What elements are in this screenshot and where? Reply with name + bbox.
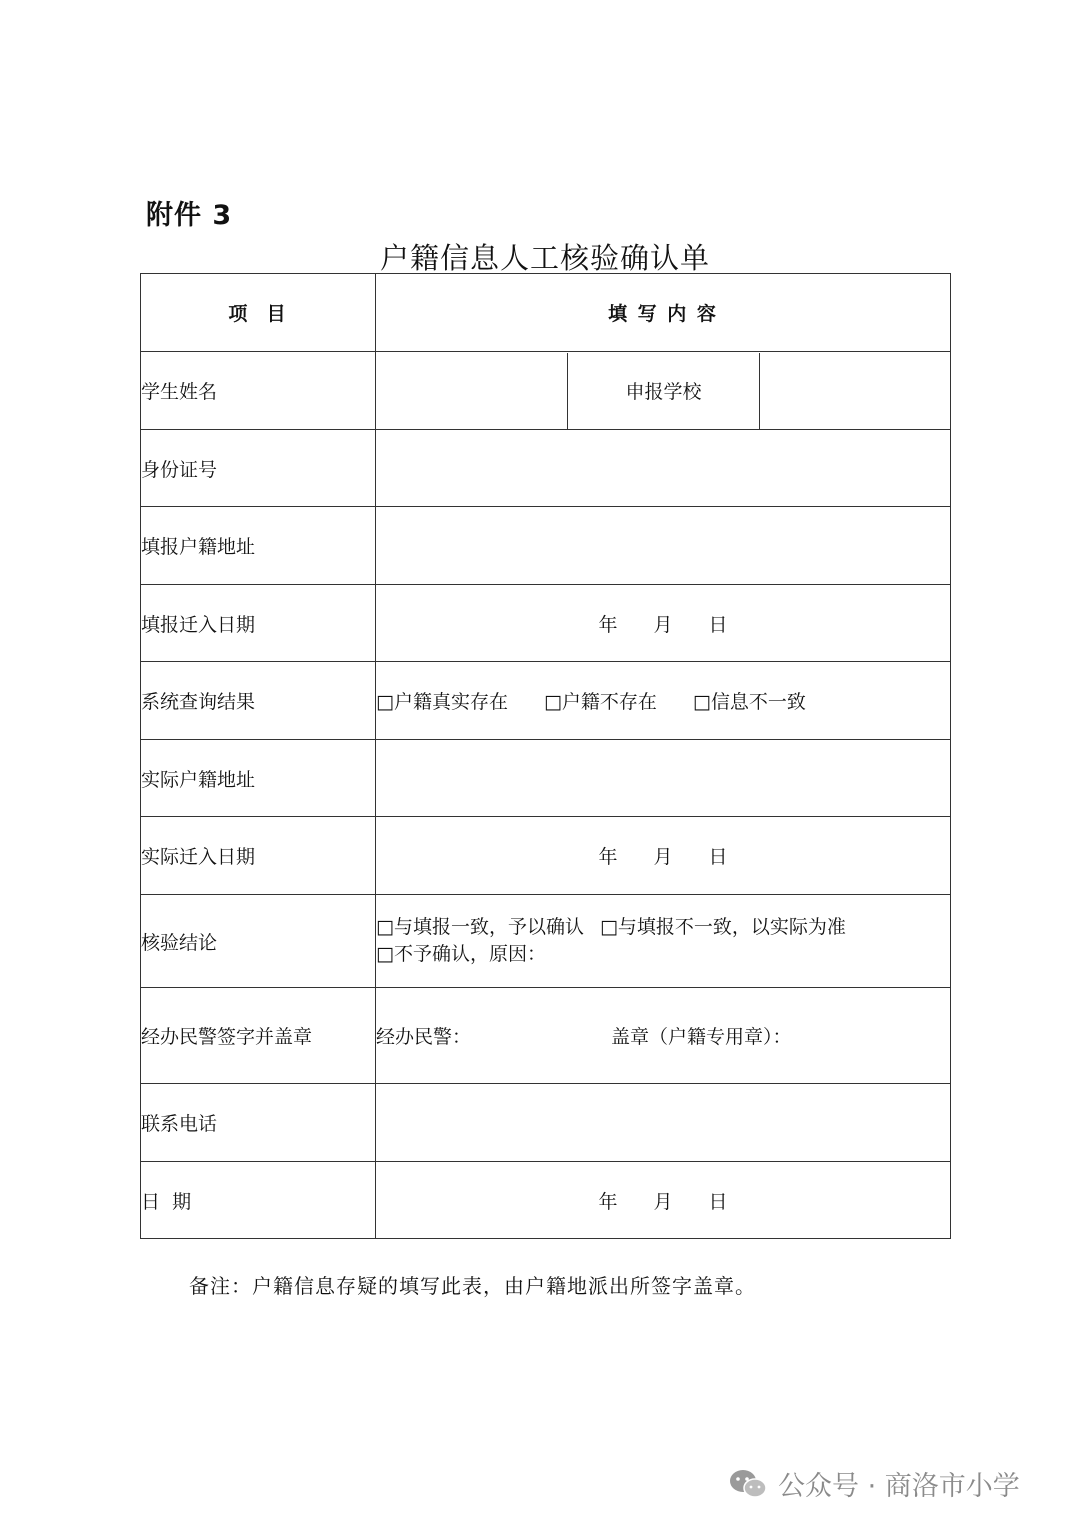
query-result-options (376, 662, 951, 740)
label-reported-address: 填报户籍地址 (141, 507, 376, 585)
month-label: 月 (653, 846, 673, 868)
label-reported-move-date: 填报迁入日期 (141, 585, 376, 662)
table-row (141, 988, 951, 1084)
contact-phone-field[interactable] (376, 1084, 951, 1162)
verification-form-table (140, 273, 951, 1239)
footnote: 备注：户籍信息存疑的填写此表，由户籍地派出所签字盖章。 (189, 1274, 756, 1298)
attachment-label: 附件 3 (146, 200, 233, 231)
year-label: 年 (598, 1190, 618, 1213)
label-actual-address: 实际户籍地址 (141, 740, 376, 817)
table-row (141, 507, 951, 585)
table-row (141, 430, 951, 507)
reported-address-field[interactable] (376, 507, 951, 585)
checkbox-inconsistent[interactable]: □信息不一致 (692, 691, 806, 713)
table-row (141, 740, 951, 817)
label-actual-move-date: 实际迁入日期 (141, 817, 376, 895)
day-label: 日 (708, 1190, 728, 1213)
table-row (141, 895, 951, 988)
table-row (141, 817, 951, 895)
watermark (728, 1464, 1020, 1503)
actual-move-date-field[interactable] (376, 817, 951, 895)
wechat-icon (728, 1467, 768, 1501)
label-query-result: 系统查询结果 (141, 662, 376, 740)
checkbox-exists[interactable]: □户籍真实存在 (376, 691, 508, 713)
actual-address-field[interactable] (376, 740, 951, 817)
month-label: 月 (653, 1190, 673, 1213)
conclusion-options (376, 895, 951, 988)
header-content: 填 写 内 容 (376, 274, 951, 352)
date-field[interactable] (376, 1162, 951, 1239)
day-label: 日 (708, 613, 728, 636)
id-number-field[interactable] (376, 430, 951, 507)
signature-cell[interactable] (376, 988, 951, 1084)
table-row (141, 1162, 951, 1239)
year-label: 年 (598, 613, 618, 636)
watermark-text: 公众号 · 商洛市小学 (778, 1471, 1020, 1502)
reported-move-date-field[interactable] (376, 585, 951, 662)
checkbox-not-exists[interactable]: □户籍不存在 (543, 691, 657, 713)
checkbox-confirm[interactable]: □与填报一致，予以确认 (376, 916, 584, 938)
day-label: 日 (708, 846, 728, 868)
apply-school-field[interactable] (760, 353, 950, 429)
checkbox-use-actual[interactable]: □与填报不一致，以实际为准 (599, 916, 846, 938)
label-officer-signature: 经办民警签字并盖章 (141, 988, 376, 1084)
label-student-name: 学生姓名 (141, 352, 376, 430)
form-title: 户籍信息人工核验确认单 (379, 241, 710, 275)
table-row (141, 585, 951, 662)
student-name-field[interactable] (376, 353, 568, 429)
month-label: 月 (653, 613, 673, 636)
table-row (141, 662, 951, 740)
officer-label: 经办民警： (376, 1026, 472, 1048)
label-date: 日 期 (141, 1162, 376, 1239)
student-name-cell (376, 352, 951, 430)
label-contact-phone: 联系电话 (141, 1084, 376, 1162)
header-item: 项 目 (141, 274, 376, 352)
seal-label: 盖章（户籍专用章）： (611, 1026, 792, 1048)
year-label: 年 (598, 846, 618, 868)
label-verification-conclusion: 核验结论 (141, 895, 376, 988)
label-id-number: 身份证号 (141, 430, 376, 507)
table-row (141, 1084, 951, 1162)
label-apply-school: 申报学校 (568, 353, 760, 429)
checkbox-reject[interactable]: □不予确认，原因： (376, 943, 546, 965)
table-header-row (141, 274, 951, 352)
table-row (141, 352, 951, 430)
